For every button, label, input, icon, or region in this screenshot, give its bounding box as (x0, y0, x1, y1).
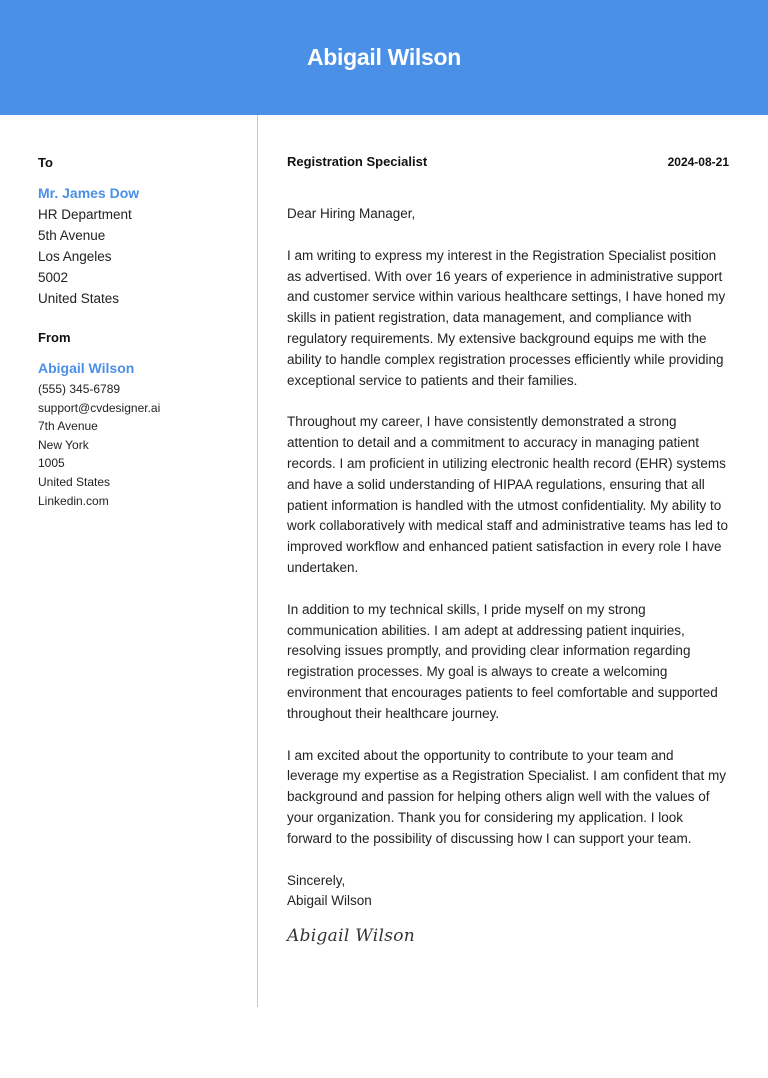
letter-title-row (287, 154, 729, 172)
recipient-line: 5th Avenue (38, 228, 106, 243)
letter-paragraph: I am writing to express my interest in the Registration Specialist position as advertised. With over 16 years of experience in administrative support and customer service within various healthcare settings, I have honed my skills in patient registration, data management, and compliance with regulatory requirements. My extensive background equips me with the ability to handle complex registration processes efficiently while providing exceptional service to patients and their families. (287, 247, 726, 388)
closing: Sincerely, (287, 872, 346, 888)
signer-name: Abigail Wilson (287, 893, 372, 909)
letter-paragraph: Throughout my career, I have consistently demonstrated a strong attention to detail and a commitment to accuracy in managing patient records. I am proficient in utilizing electronic health record (EHR) systems and have a solid understanding of HIPAA regulations, ensuring that all patient information is handled with the utmost confidentiality. My ability to work collaboratively with medical staff and administrative teams has led to improved workflow and enhanced patient satisfaction in every role I have undertaken. (287, 414, 728, 575)
letter-date: 2024-08-21 (667, 155, 729, 169)
recipient-line: United States (38, 291, 120, 306)
column-divider (257, 115, 258, 1007)
applicant-name-title: Abigail Wilson (306, 44, 462, 70)
recipient-line: 5002 (38, 270, 69, 285)
letter-paragraph: I am excited about the opportunity to contribute to your team and leverage my expertise as a Registration Specialist. I am confident that my background and passion for helping others align well with the values of your organization. Thank you for considering my application. I look forward to the possibility of discussing how I can support your team. (287, 747, 726, 846)
from-heading: From (38, 330, 71, 345)
sender-contact (38, 380, 248, 510)
signature: Abigail Wilson (287, 926, 416, 947)
salutation: Dear Hiring Manager, (287, 206, 416, 221)
sender-linkedin: Linkedin.com (38, 493, 109, 508)
sender-line: 7th Avenue (38, 419, 98, 434)
recipient-line: Los Angeles (38, 249, 112, 264)
letter-paragraph: In addition to my technical skills, I pride myself on my strong communication abilities. I am adept at addressing patient inquiries, resolving issues promptly, and providing clear information regarding registration processes. My goal is always to create a welcoming environment that encourages patients to feel comfortable and supported throughout their healthcare journey. (287, 601, 718, 721)
sender-line: New York (38, 437, 89, 452)
sender-line: 1005 (38, 456, 65, 471)
recipient-line: HR Department (38, 207, 132, 222)
header-banner (0, 0, 768, 115)
sender-name: Abigail Wilson (38, 360, 135, 376)
recipient-name: Mr. James Dow (38, 185, 140, 201)
sender-line: United States (38, 474, 111, 489)
job-title: Registration Specialist (287, 154, 428, 169)
sender-phone: (555) 345-6789 (38, 382, 121, 396)
sender-email: support@cvdesigner.ai (38, 400, 161, 415)
to-heading: To (38, 155, 53, 170)
sidebar (38, 154, 248, 510)
letter-body (287, 154, 729, 946)
recipient-address (38, 204, 248, 309)
